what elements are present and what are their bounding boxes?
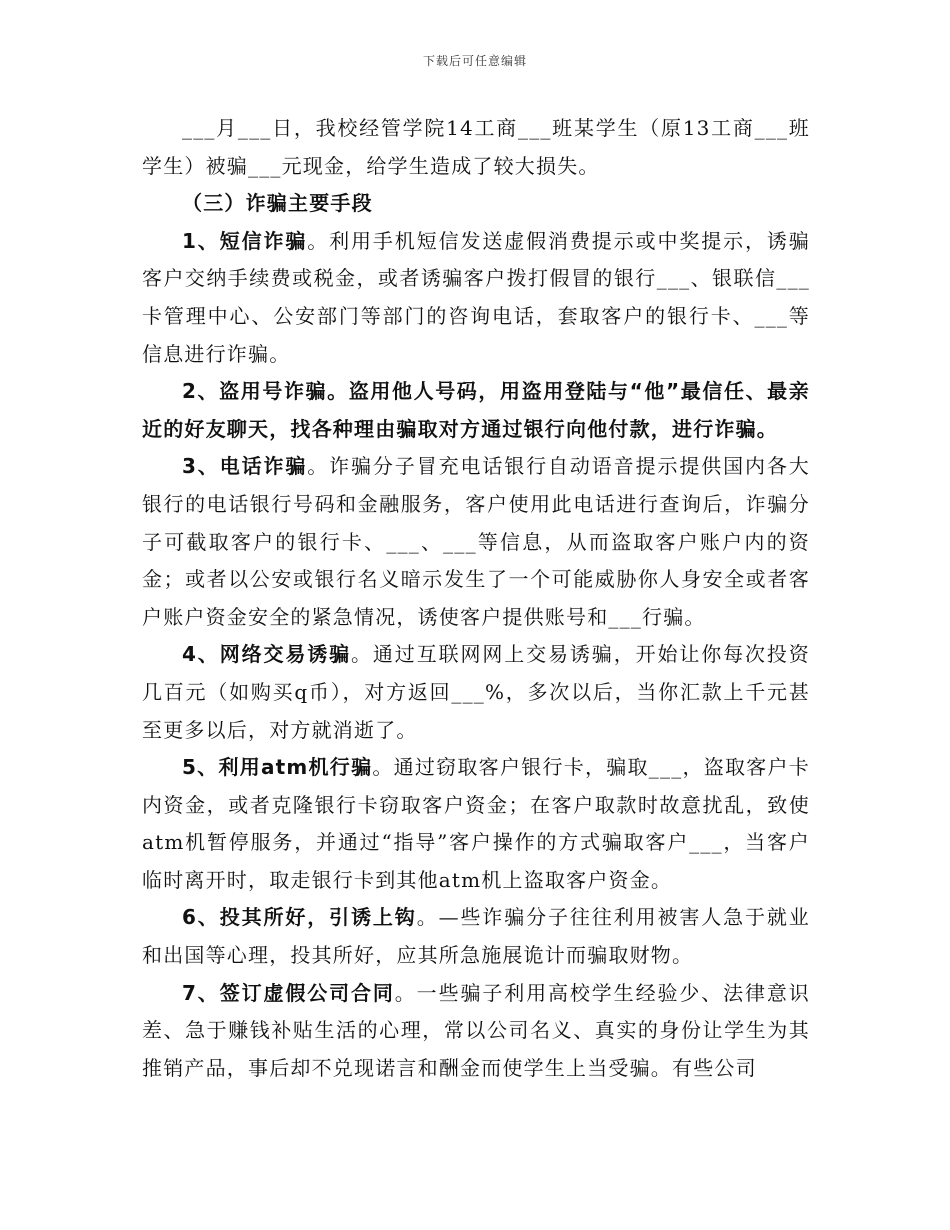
item-body: 。诈骗分子冒充电话银行自动语音提示提供国内各大银行的电话银行号码和金融服务，客户使用此电话进行查询后，诈骗分子可截取客户的银行卡、___、___等信息，从而盗取客户账户内的资金；或者以公安或银行名义暗示发生了一个可能威胁你人身安全或者客户账户资金安全的紧急情况，诱使客户提供账号和___行骗。 xyxy=(142,454,810,629)
item-sms-fraud xyxy=(142,223,810,373)
item-body: 。利用手机短信发送虚假消费提示或中奖提示，诱骗客户交纳手续费或税金，或者诱骗客户拨打假冒的银行___、银联信___卡管理中心、公安部门等部门的咨询电话，套取客户的银行卡、___等信息进行诈骗。 xyxy=(142,228,810,366)
section-heading: （三）诈骗主要手段 xyxy=(182,191,373,216)
document-body xyxy=(142,110,810,1087)
item-atm-fraud xyxy=(142,749,810,899)
item-online-trade-fraud xyxy=(142,636,810,749)
item-lead: 2、盗用号诈骗。盗用他人号码，用盗用登陆与“他”最信任、最亲近的好友聊天，找各种理由骗取对方通过银行向他付款，进行诈骗。 xyxy=(142,379,810,441)
item-lead: 7、签订虚假公司合同 xyxy=(182,980,395,1005)
item-lead: 1、短信诈骗 xyxy=(182,228,308,253)
item-phone-fraud xyxy=(142,448,810,636)
item-body: 。通过窃取客户银行卡，骗取___，盗取客户卡内资金，或者克隆银行卡窃取客户资金；在客户取款时故意扰乱，致使atm机暂停服务，并通过“指导”客户操作的方式骗取客户___，当客户临时离开时，取走银行卡到其他atm机上盗取客户资金。 xyxy=(142,755,810,892)
item-fake-contract-fraud xyxy=(142,975,810,1088)
item-body: 。通过互联网网上交易诱骗，开始让你每次投资几百元（如购买q币），对方返回___%，多次以后，当你汇款上千元甚至更多以后，对方就消逝了。 xyxy=(142,642,810,742)
page-header: 下载后可任意编辑 xyxy=(422,54,527,68)
item-lead: 4、网络交易诱骗 xyxy=(182,642,352,667)
item-lead: 3、电话诈骗 xyxy=(182,454,308,479)
item-lead: 6、投其所好，引诱上钩 xyxy=(182,905,417,930)
item-lure-fraud xyxy=(142,899,810,974)
intro-paragraph: ___月___日，我校经管学院14工商___班某学生（原13工商___班学生）被骗___元现金，给学生造成了较大损失。 xyxy=(142,116,810,178)
item-body: 。一些骗子利用高校学生经验少、法律意识差、急于赚钱补贴生活的心理，常以公司名义、真实的身份让学生为其推销产品，事后却不兑现诺言和酬金而使学生上当受骗。有些公司 xyxy=(142,980,810,1080)
item-lead: 5、利用atm机行骗 xyxy=(182,755,373,780)
item-body: 。—些诈骗分子往往利用被害人急于就业和出国等心理，投其所好，应其所急施展诡计而骗取财物。 xyxy=(142,905,810,968)
item-account-theft-fraud xyxy=(142,373,810,448)
